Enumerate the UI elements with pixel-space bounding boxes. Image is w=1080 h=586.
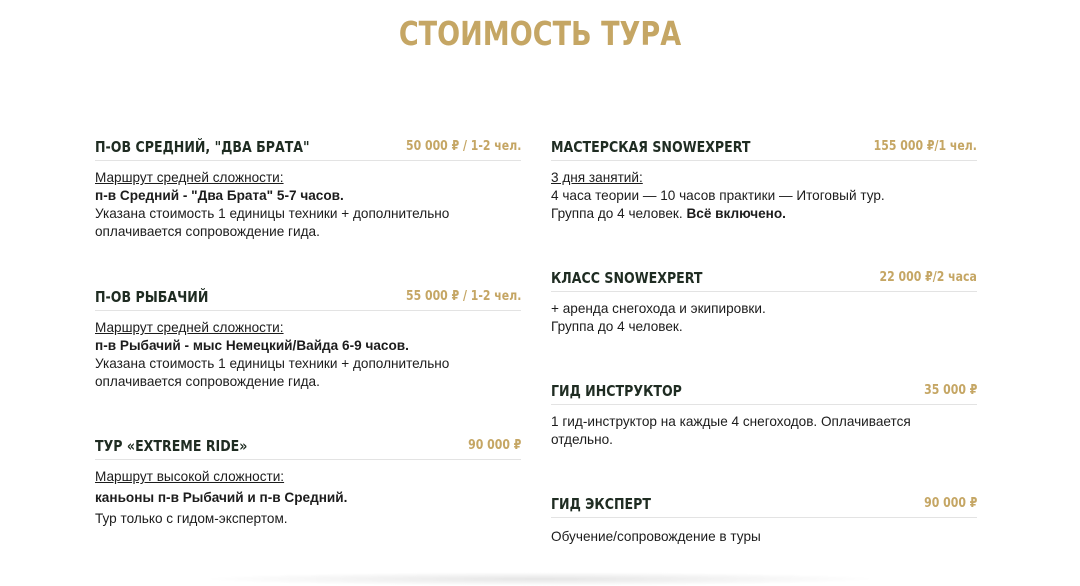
- card-price: 55 000 ₽ / 1-2 чел.: [405, 289, 521, 304]
- route-text: каньоны п-в Рыбачий и п-в Средний.: [95, 490, 348, 505]
- price-card-extreme-ride: [95, 433, 521, 528]
- card-header: [551, 134, 977, 161]
- group-size: Группа до 4 человек.: [551, 206, 687, 221]
- group-text: [551, 205, 977, 223]
- price-card-sredniy: [95, 134, 521, 241]
- route-label: Маршрут средней сложности:: [95, 320, 284, 335]
- card-body: [95, 311, 521, 391]
- card-price: 22 000 ₽/2 часа: [879, 270, 977, 285]
- card-title: П-ОВ СРЕДНИЙ, "ДВА БРАТА": [95, 138, 310, 156]
- page-title: СТОИМОСТЬ ТУРА: [398, 14, 682, 53]
- card-header: [551, 491, 977, 518]
- bottom-shadow: [200, 572, 880, 586]
- card-title: КЛАСС SNOWEXPERT: [551, 269, 703, 287]
- rental-text: + аренда снегохода и экипировки.: [551, 301, 766, 316]
- guide-text: отдельно.: [551, 432, 613, 447]
- card-body: [95, 161, 521, 241]
- card-title: ГИД ИНСТРУКТОР: [551, 382, 682, 400]
- route-text: п-в Средний - "Два Брата" 5-7 часов.: [95, 188, 344, 203]
- card-price: 50 000 ₽ / 1-2 чел.: [405, 139, 521, 154]
- route-label: Маршрут высокой сложности:: [95, 469, 285, 484]
- card-price: 90 000 ₽: [467, 438, 521, 453]
- price-card-klass: [551, 265, 977, 336]
- note-text: Тур только с гидом-экспертом.: [95, 511, 288, 526]
- guide-text: 1 гид-инструктор на каждые 4 снегоходов. Оплачивается: [551, 414, 911, 429]
- route-label: Маршрут средней сложности:: [95, 170, 284, 185]
- card-header: [95, 433, 521, 460]
- price-card-masterskaya: [551, 134, 977, 223]
- card-body: [551, 161, 977, 223]
- card-header: [551, 378, 977, 405]
- route-text: п-в Рыбачий - мыс Немецкий/Вайда 6-9 часов.: [95, 338, 409, 353]
- card-price: 35 000 ₽: [923, 383, 977, 398]
- card-body: [551, 405, 977, 449]
- card-body: [551, 292, 977, 336]
- group-text: Группа до 4 человек.: [551, 319, 683, 334]
- note-text: оплачивается сопровождение гида.: [95, 224, 320, 239]
- card-header: [551, 265, 977, 292]
- card-title: П-ОВ РЫБАЧИЙ: [95, 288, 209, 306]
- card-title: ТУР «EXTREME RIDE»: [95, 437, 248, 455]
- card-title: МАСТЕРСКАЯ SNOWEXPERT: [551, 138, 751, 156]
- note-text: Указана стоимость 1 единицы техники + дополнительно: [95, 206, 450, 221]
- schedule-text: 4 часа теории — 10 часов практики — Итоговый тур.: [551, 188, 885, 203]
- price-card-rybachiy: [95, 284, 521, 391]
- card-price: 90 000 ₽: [923, 496, 977, 511]
- card-body: [551, 518, 977, 546]
- card-header: [95, 134, 521, 161]
- days-label: 3 дня занятий:: [551, 170, 643, 185]
- card-body: [95, 460, 521, 528]
- note-text: оплачивается сопровождение гида.: [95, 374, 320, 389]
- card-price: 155 000 ₽/1 чел.: [873, 139, 977, 154]
- note-text: Указана стоимость 1 единицы техники + дополнительно: [95, 356, 450, 371]
- training-text: Обучение/сопровождение в туры: [551, 529, 761, 544]
- price-card-gid-instruktor: [551, 378, 977, 449]
- card-header: [95, 284, 521, 311]
- all-included: Всё включено.: [686, 206, 786, 221]
- card-title: ГИД ЭКСПЕРТ: [551, 495, 651, 513]
- price-card-gid-ekspert: [551, 491, 977, 546]
